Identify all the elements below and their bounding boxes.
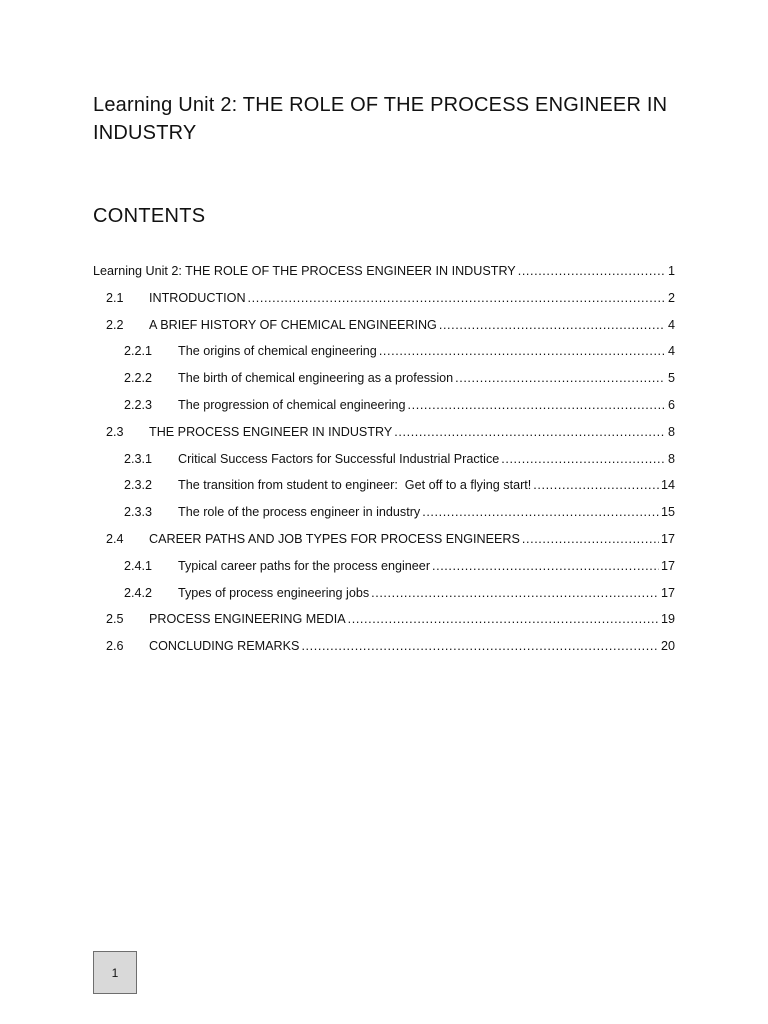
toc-entry-number: 2.2.3 — [124, 397, 153, 412]
toc-entry-number: 2.2 — [106, 317, 124, 332]
page-number-box — [93, 951, 137, 994]
toc-entry[interactable] — [93, 365, 675, 392]
toc-leader — [248, 285, 665, 312]
toc-entry-text: PROCESS ENGINEERING MEDIA — [149, 612, 346, 627]
toc-entry-text: INTRODUCTION — [149, 290, 246, 305]
toc-entry-number: 2.3.3 — [124, 505, 153, 520]
toc-entry-text: Critical Success Factors for Successful Industrial Practice — [178, 451, 500, 466]
toc-entry-number: 2.4 — [106, 531, 124, 546]
toc-entry[interactable] — [93, 312, 675, 339]
toc-entry-number: 2.3.1 — [124, 451, 153, 466]
toc-leader — [533, 472, 659, 499]
toc-leader — [422, 499, 659, 526]
toc-entry-page: 17 — [660, 531, 675, 546]
toc-entry[interactable] — [93, 606, 675, 633]
toc-entry-text: The transition from student to engineer: Get off to a flying start! — [178, 478, 532, 493]
toc-entry-text: Types of process engineering jobs — [178, 585, 370, 600]
toc-entry-text: The origins of chemical engineering — [178, 344, 377, 359]
toc-leader — [379, 338, 665, 365]
table-of-contents — [93, 258, 675, 660]
toc-leader — [439, 312, 665, 339]
toc-entry-page: 6 — [667, 397, 675, 412]
toc-leader — [394, 419, 665, 446]
toc-entry[interactable] — [93, 472, 675, 499]
toc-leader — [501, 446, 665, 473]
toc-entry-text: Typical career paths for the process engineer — [178, 558, 431, 573]
toc-entry-text: The progression of chemical engineering — [178, 397, 406, 412]
toc-entry-text: Learning Unit 2: THE ROLE OF THE PROCESS ENGINEER IN INDUSTRY — [93, 264, 516, 278]
toc-entry-text: CONCLUDING REMARKS — [149, 639, 300, 654]
toc-leader — [455, 365, 665, 392]
toc-entry[interactable] — [93, 499, 675, 526]
toc-entry-page: 5 — [667, 371, 675, 386]
toc-entry-page: 17 — [660, 558, 675, 573]
toc-entry[interactable] — [93, 633, 675, 660]
toc-leader — [518, 258, 665, 285]
toc-entry[interactable] — [93, 338, 675, 365]
document-title: Learning Unit 2: THE ROLE OF THE PROCESS ENGINEER IN INDUSTRY — [93, 94, 668, 144]
toc-entry-number: 2.2.1 — [124, 344, 153, 359]
toc-entry-number: 2.4.1 — [124, 558, 153, 573]
toc-entry-page: 19 — [660, 612, 675, 627]
toc-entry[interactable] — [93, 446, 675, 473]
toc-entry[interactable] — [93, 526, 675, 553]
toc-entry[interactable] — [93, 553, 675, 580]
toc-entry-text: The birth of chemical engineering as a profession — [178, 371, 454, 386]
toc-entry-number: 2.3 — [106, 424, 124, 439]
page-number: 1 — [111, 965, 119, 980]
toc-entry-page: 4 — [667, 317, 675, 332]
toc-entry-page: 4 — [667, 344, 675, 359]
toc-entry[interactable] — [93, 580, 675, 607]
toc-entry-page: 8 — [667, 451, 675, 466]
toc-entry[interactable] — [93, 258, 675, 285]
toc-entry[interactable] — [93, 419, 675, 446]
toc-entry-number: 2.5 — [106, 612, 124, 627]
toc-entry-page: 17 — [660, 585, 675, 600]
toc-entry-number: 2.6 — [106, 639, 124, 654]
toc-entry-number: 2.2.2 — [124, 371, 153, 386]
contents-heading: CONTENTS — [93, 205, 206, 227]
toc-entry-page: 14 — [660, 478, 675, 493]
toc-entry-text: CAREER PATHS AND JOB TYPES FOR PROCESS ENGINEERS — [149, 531, 520, 546]
toc-entry-page: 20 — [660, 639, 675, 654]
toc-entry-text: The role of the process engineer in industry — [178, 505, 421, 520]
toc-leader — [301, 633, 659, 660]
toc-entry[interactable] — [93, 392, 675, 419]
toc-entry-number: 2.3.2 — [124, 478, 153, 493]
toc-entry-number: 2.4.2 — [124, 585, 153, 600]
toc-leader — [408, 392, 665, 419]
toc-leader — [522, 526, 659, 553]
toc-entry-text: A BRIEF HISTORY OF CHEMICAL ENGINEERING — [149, 317, 437, 332]
toc-entry-page: 2 — [667, 290, 675, 305]
toc-entry-page: 15 — [660, 505, 675, 520]
toc-entry-text: THE PROCESS ENGINEER IN INDUSTRY — [149, 424, 393, 439]
toc-leader — [348, 606, 659, 633]
toc-leader — [371, 580, 659, 607]
toc-entry-page: 8 — [667, 424, 675, 439]
toc-leader — [432, 553, 659, 580]
toc-entry[interactable] — [93, 285, 675, 312]
toc-entry-page: 1 — [667, 264, 675, 278]
toc-entry-number: 2.1 — [106, 290, 124, 305]
